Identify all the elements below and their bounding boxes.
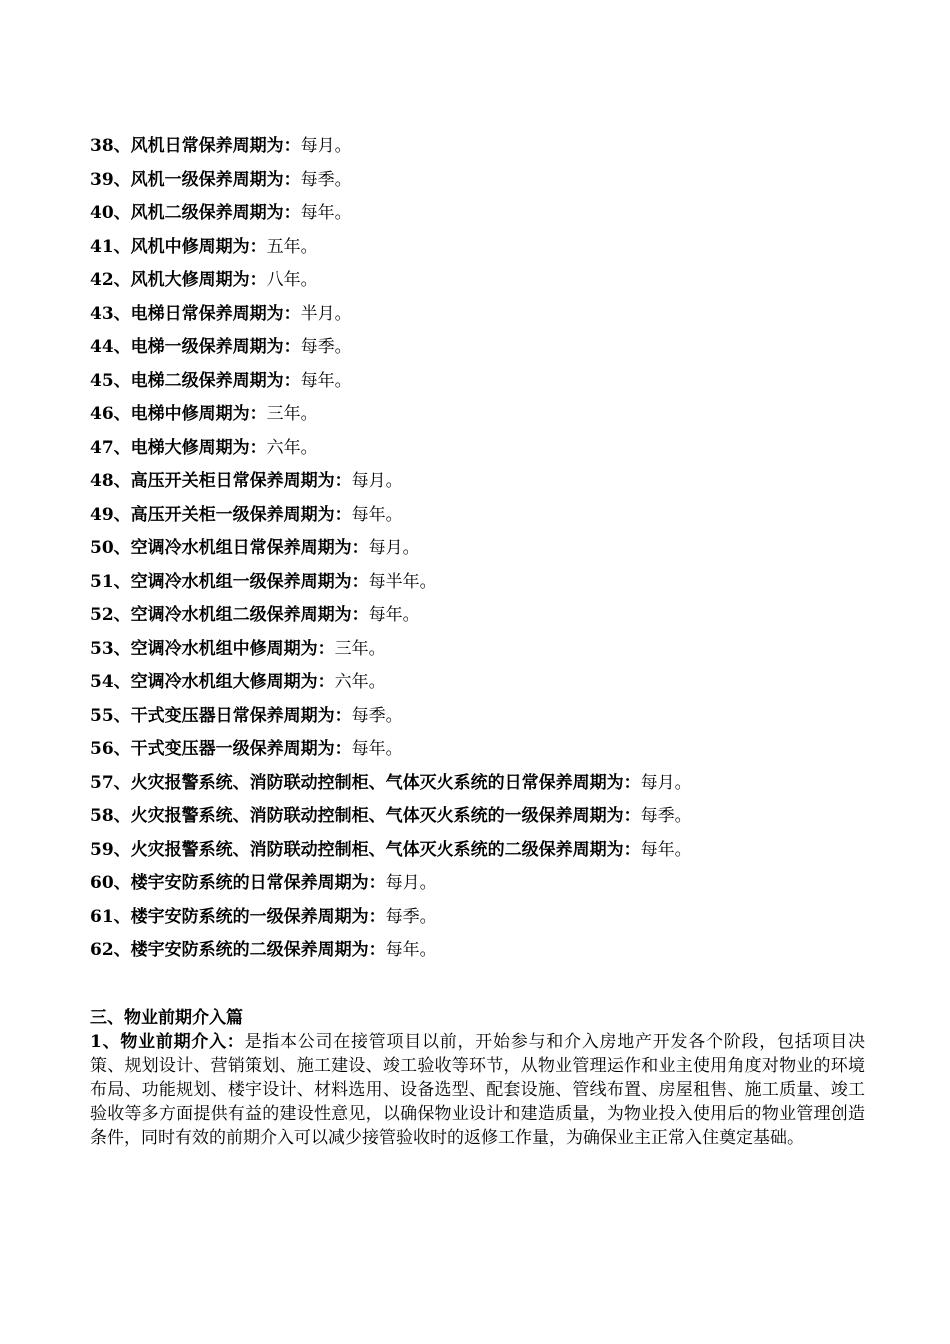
item-value: 八年。 [266,270,318,290]
item-value: 每季。 [385,906,437,927]
list-item [90,331,865,365]
item-label: 56、干式变压器一级保养周期为： [90,739,352,759]
item-value: 每年。 [300,370,352,391]
item-value: 每年。 [385,940,437,960]
item-value: 五年。 [266,236,318,257]
paragraph-label: 1、物业前期介入： [90,1031,245,1052]
item-label: 52、空调冷水机组二级保养周期为： [90,605,369,625]
item-label: 53、空调冷水机组中修周期为： [90,638,335,659]
item-value: 每月。 [351,471,403,491]
list-item [90,298,865,332]
list-item [90,901,865,935]
list-item [90,365,865,399]
item-label: 46、电梯中修周期为： [90,404,267,424]
section-paragraph [90,1030,865,1150]
item-value: 每季。 [300,169,352,190]
item-value: 每月。 [368,538,420,558]
list-item [90,767,865,801]
list-item [90,432,865,466]
item-label: 41、风机中修周期为： [90,236,267,257]
item-label: 38、风机日常保养周期为： [90,136,301,156]
item-value: 每年。 [300,203,352,223]
paragraph-text: 是指本公司在接管项目以前，开始参与和介入房地产开发各个阶段，包括项目决策、规划设计、营销策划、施工建设、竣工验收等环节，从物业管理运作和业主使用角度对物业的环境布局、功能规划、楼宇设计、材料选用、设备选型、配套设施、管线布置、房屋租售、施工质量、竣工验收等多方面提供有益的建设性意见，以确保物业设计和建造质量，为物业投入使用后的物业管理创造条件，同时有效的前期介入可以减少接管验收时的返修工作量，为确保业主正常入住奠定基础。 [90,1031,865,1148]
item-value: 六年。 [334,672,386,692]
item-value: 每年。 [351,739,403,759]
list-item [90,231,865,265]
item-label: 57、火灾报警系统、消防联动控制柜、气体灭火系统的日常保养周期为： [90,772,641,793]
list-item [90,834,865,868]
document-page [90,130,865,1150]
item-value: 每季。 [300,337,352,357]
item-value: 三年。 [334,638,386,659]
list-item [90,867,865,901]
item-label: 62、楼宇安防系统的二级保养周期为： [90,940,386,960]
item-label: 55、干式变压器日常保养周期为： [90,705,352,726]
item-label: 60、楼宇安防系统的日常保养周期为： [90,873,386,893]
item-value: 半月。 [300,303,352,324]
item-label: 49、高压开关柜一级保养周期为： [90,504,352,525]
item-value: 每月。 [300,136,352,156]
list-item [90,700,865,734]
list-item [90,130,865,164]
item-label: 54、空调冷水机组大修周期为： [90,672,335,692]
item-label: 61、楼宇安防系统的一级保养周期为： [90,906,386,927]
list-item [90,733,865,767]
list-item [90,465,865,499]
item-value: 三年。 [266,404,318,424]
item-label: 58、火灾报警系统、消防联动控制柜、气体灭火系统的一级保养周期为： [90,806,641,826]
item-label: 43、电梯日常保养周期为： [90,303,301,324]
item-label: 48、高压开关柜日常保养周期为： [90,471,352,491]
list-item [90,566,865,600]
list-item [90,532,865,566]
item-label: 59、火灾报警系统、消防联动控制柜、气体灭火系统的二级保养周期为： [90,839,641,860]
item-value: 每季。 [640,806,692,826]
list-item [90,934,865,968]
item-label: 44、电梯一级保养周期为： [90,337,301,357]
item-value: 每半年。 [368,571,437,592]
item-label: 39、风机一级保养周期为： [90,169,301,190]
item-label: 50、空调冷水机组日常保养周期为： [90,538,369,558]
item-value: 每年。 [368,605,420,625]
item-value: 每月。 [640,772,692,793]
item-label: 45、电梯二级保养周期为： [90,370,301,391]
section-title: 三、物业前期介入篇 [90,1007,243,1028]
item-value: 每年。 [640,839,692,860]
list-item [90,499,865,533]
item-label: 40、风机二级保养周期为： [90,203,301,223]
list-item [90,398,865,432]
item-value: 每年。 [351,504,403,525]
list-item [90,197,865,231]
list-item [90,666,865,700]
list-item [90,164,865,198]
item-label: 47、电梯大修周期为： [90,437,267,458]
list-item [90,633,865,667]
list-item [90,599,865,633]
item-label: 51、空调冷水机组一级保养周期为： [90,571,369,592]
item-value: 每月。 [385,873,437,893]
maintenance-period-list [90,130,865,968]
item-label: 42、风机大修周期为： [90,270,267,290]
list-item [90,800,865,834]
item-value: 六年。 [266,437,318,458]
item-value: 每季。 [351,705,403,726]
list-item [90,264,865,298]
